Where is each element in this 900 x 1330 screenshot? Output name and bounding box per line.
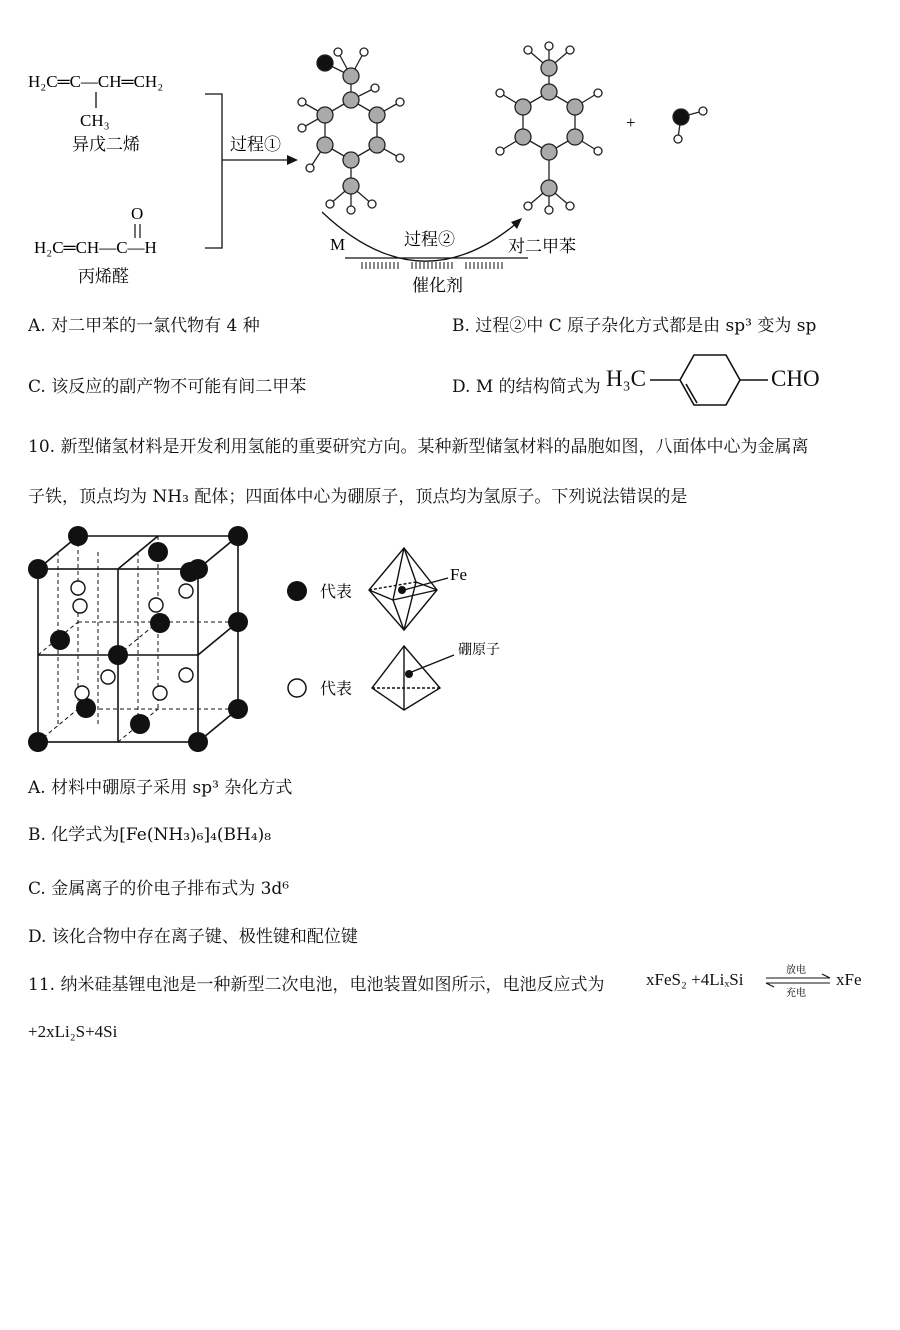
legend-black-text: 代表 [320, 582, 353, 601]
q11-stem-line1: 11. 纳米硅基锂电池是一种新型二次电池，电池装置如图所示，电池反应式为 [28, 975, 605, 995]
q9-option-D-structure [648, 346, 768, 416]
label-Fe: Fe [450, 565, 467, 584]
q10-option-C: C. 金属离子的价电子排布式为 3d⁶ [28, 879, 290, 899]
label-M: M [330, 235, 346, 254]
q9-option-D-right: CHO [771, 366, 820, 391]
reaction-scheme [0, 0, 900, 300]
isoprene-methyl: CH₃ [80, 111, 110, 130]
arrow-top-label: 放电 [786, 965, 806, 976]
acrolein-O: O [131, 204, 144, 223]
q9-option-B: B. 过程②中 C 原子杂化方式都是由 sp³ 变为 sp [452, 316, 817, 336]
acrolein-name: 丙烯醛 [78, 267, 129, 286]
water-molecule [673, 107, 707, 143]
q9-option-D-left: H₃C [606, 366, 646, 391]
isoprene-formula: H₂C═C—CH═CH₂ [28, 72, 164, 91]
process1-label: 过程① [230, 135, 281, 154]
q10-option-D: D. 该化合物中存在离子键、极性键和配位键 [28, 927, 358, 947]
q11-equation-left: xFeS₂ +4LiₓSi [646, 970, 744, 989]
catalyst-label: 催化剂 [412, 276, 463, 295]
p-xylene-molecule [496, 42, 602, 214]
plus-sign: + [626, 113, 636, 132]
q9-option-D-prefix: D. M 的结构简式为 [452, 377, 601, 397]
q10-stem-line1: 10. 新型储氢材料是开发利用氢能的重要研究方向。某种新型储氢材料的晶胞如图，八面体中心为金属离 [28, 437, 809, 457]
legend-white-text: 代表 [320, 679, 353, 698]
arrow-bottom-label: 充电 [786, 988, 806, 998]
acrolein-formula: H₂C═CH—C—H [34, 238, 157, 257]
q10-stem-line2: 子铁，顶点均为 NH₃ 配体；四面体中心为硼原子，顶点均为氢原子。下列说法错误的是 [28, 487, 688, 507]
intermediate-M-molecule [298, 48, 404, 214]
q10-option-A: A. 材料中硼原子采用 sp³ 杂化方式 [28, 778, 293, 798]
q11-equation-line2: +2xLi₂S+4Si [28, 1022, 118, 1041]
label-boron: 硼原子 [458, 642, 500, 658]
q11-equation-right: xFe [836, 970, 862, 989]
crystal-cell-figure [0, 518, 540, 758]
reversible-arrow [764, 962, 834, 998]
q9-option-C: C. 该反应的副产物不可能有间二甲苯 [28, 377, 307, 397]
q9-option-A: A. 对二甲苯的一氯代物有 4 种 [28, 316, 260, 336]
q10-option-B: B. 化学式为[Fe(NH₃)₆]₄(BH₄)₈ [28, 825, 272, 845]
product-name: 对二甲苯 [508, 237, 576, 256]
isoprene-name: 异戊二烯 [72, 135, 140, 154]
process2-label: 过程② [404, 230, 455, 249]
